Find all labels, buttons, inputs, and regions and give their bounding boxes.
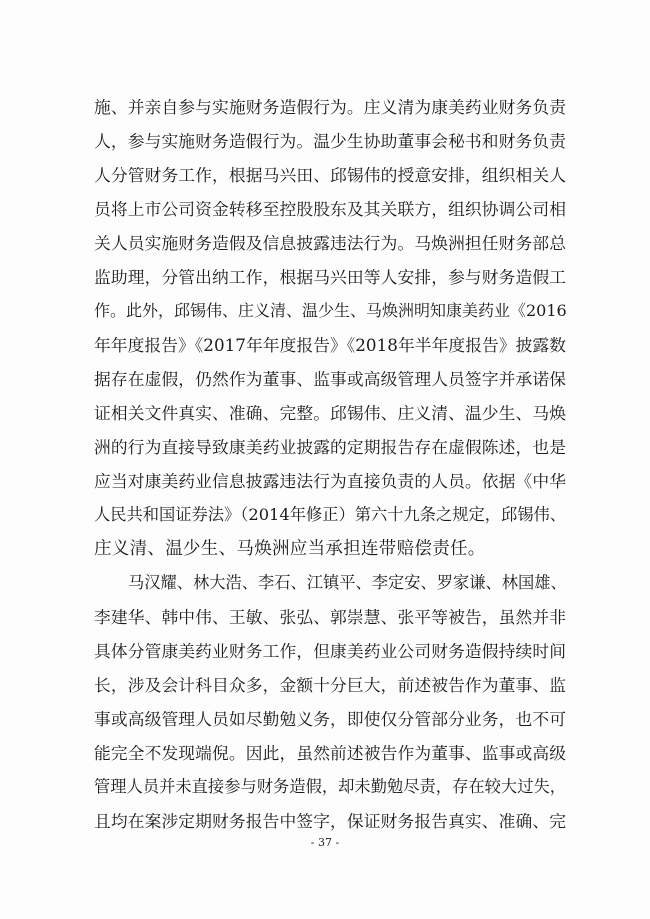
paragraph-1-line-6: 监助理，分管出纳工作，根据马兴田等人安排，参与财务造假工 bbox=[94, 267, 566, 287]
paragraph-1-line-10: 证相关文件真实、准确、完整。邱锡伟、庄义清、温少生、马焕 bbox=[94, 403, 566, 423]
paragraph-2-line-4: 长，涉及会计科目众多，金额十分巨大，前述被告作为董事、监 bbox=[94, 675, 566, 695]
paragraph-1-line-12: 应当对康美药业信息披露违法行为直接负责的人员。依据《中华 bbox=[94, 471, 566, 491]
page-number: - 37 - bbox=[310, 836, 340, 849]
paragraph-1-line-13: 人民共和国证券法》（2014年修正）第六十九条之规定，邱锡伟、 bbox=[94, 505, 566, 524]
paragraph-2-line-1: 马汉耀、林大浩、李石、江镇平、李定安、罗家谦、林国雄、 bbox=[128, 573, 567, 592]
paragraph-1-line-7: 作。此外，邱锡伟、庄义清、温少生、马焕洲明知康美药业《2016 bbox=[94, 301, 567, 320]
paragraph-1-line-5: 关人员实施财务造假及信息披露违法行为。马焕洲担任财务部总 bbox=[94, 233, 566, 253]
paragraph-1-line-8: 年年度报告》《2017年年度报告》《2018年半年度报告》披露数 bbox=[94, 335, 566, 355]
paragraph-2-line-6: 能完全不发现端倪。因此，虽然前述被告作为董事、监事或高级 bbox=[94, 743, 566, 763]
paragraph-2-line-7: 管理人员并未直接参与财务造假，却未勤勉尽责，存在较大过失， bbox=[94, 777, 566, 796]
paragraph-1-line-14: 庄义清、温少生、马焕洲应当承担连带赔偿责任。 bbox=[94, 539, 486, 559]
paragraph-2-line-5: 事或高级管理人员如尽勤勉义务，即使仅分管部分业务，也不可 bbox=[94, 709, 566, 729]
paragraph-1-line-4: 员将上市公司资金转移至控股股东及其关联方，组织协调公司相 bbox=[94, 199, 566, 219]
document-body bbox=[94, 92, 566, 832]
paragraph-1-line-1: 施、并亲自参与实施财务造假行为。庄义清为康美药业财务负责 bbox=[94, 97, 566, 117]
paragraph-1-line-9: 据存在虚假，仍然作为董事、监事或高级管理人员签字并承诺保 bbox=[94, 369, 566, 389]
paragraph-2-line-8: 且均在案涉定期财务报告中签字，保证财务报告真实、准确、完 bbox=[94, 811, 566, 831]
paragraph-1-line-2: 人，参与实施财务造假行为。温少生协助董事会秘书和财务负责 bbox=[94, 131, 566, 151]
paragraph-2-line-2: 李建华、韩中伟、王敏、张弘、郭崇慧、张平等被告，虽然并非 bbox=[94, 607, 566, 627]
paragraph-1-line-11: 洲的行为直接导致康美药业披露的定期报告存在虚假陈述，也是 bbox=[94, 437, 566, 457]
paragraph-2-line-3: 具体分管康美药业财务工作，但康美药业公司财务造假持续时间 bbox=[94, 641, 566, 661]
paragraph-1-line-3: 人分管财务工作，根据马兴田、邱锡伟的授意安排，组织相关人 bbox=[94, 165, 566, 185]
